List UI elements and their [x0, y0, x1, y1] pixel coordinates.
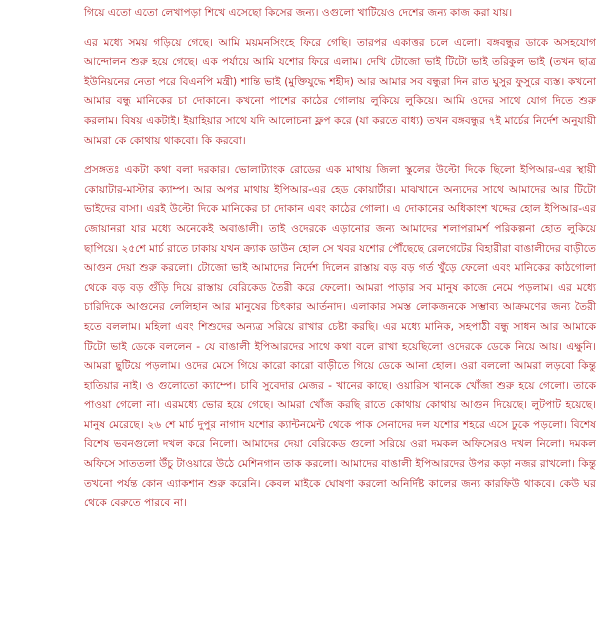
document-body	[84, 4, 596, 514]
paragraph-2: এর মধ্যে সময় গড়িয়ে গেছে। আমি ময়মনসিংহে ফিরে গেছি। তারপর একাত্তর চলে এলো। বঙ্গবন্ধুর ডাকে অসহযোগ আন্দোলন শুরু হয়ে গেছে। এক পর্যায়ে আমি যশোর ফিরে এলাম। দেখি টোজো ভাই টিটো ভাই তরিকুল ভাই (তখন ছাত্র ইউনিয়নের নেতা পরে বিএনপি মন্ত্রী) শান্তি ভাই (মুক্তিযুদ্ধে শহীদ) আর আমার সব বন্ধুরা দিন রাত ঘুসুর ফুসুরে ব্যস্ত। কখনো আমার বন্ধু মানিকের চা দোকানে। কখনো পাশের কাঠের গোলায় লুকিয়ে লুকিয়ে। আমি ওদের সাথে যোগ দিতে শুরু করলাম। বিষয় একটাই। ইয়াহিয়ার সাথে যদি আলোচনা ফ্লপ করে (যা করতে বাধ্য) তখন বঙ্গবন্ধুর ৭ই মার্চের নির্দেশ অনুযায়ী আমরা কে কোথায় থাকবো। কি করবো।	[84, 36, 596, 147]
paragraph-1: গিয়ে এতো এতো লেখাপড়া শিখে এসেছো কিসের জন্য। ওগুলো খাটিয়েও দেশের জন্য কাজ করা যায়।	[84, 7, 513, 19]
paragraph-gap	[84, 24, 596, 34]
paragraph-3: প্রসঙ্গতঃ একটা কথা বলা দরকার। ভোলাট্যাংক রোডের এক মাথায় জিলা স্কুলের উল্টো দিকে ছিলো ইপিআর-এর স্থায়ী কোয়াটার-মাস্টার ক্যাম্প। আর অপর মাথায় ইপিআর-এর হেড কোয়ার্টার। মাঝখানে অন্যদের সাথে আমাদের আর টিটো ভাইদের বাসা। এরই উল্টো দিকে মানিকের চা দোকান এবং কাঠের গোলা। এ দোকানের অধিকাংশ খদ্দের হোল ইপিআর-এর জোয়ানরা যার মধ্যে অনেকেই অবাঙালী। তাই ওদেরকে এড়ানোর জন্য আমাদের শলাপরামর্শ পরিকল্পনা হোত লুকিয়ে ছাপিয়ে। ২৫শে মার্চ রাতে ঢাকায় যখন ক্র্যাক ডাউন হোল সে খবর যশোর পৌঁছেছে রেলগেটের বিহারীরা বাঙালীদের বাড়ীতে আগুন দেয়া শুরু করলো। টোজো ভাই আমাদের নির্দেশ দিলেন রাস্তায় বড় বড় গর্ত খুঁড়ে ফেলো এবং মানিকের কাঠগোলা থেকে বড় বড় গুঁড়ি দিয়ে রাস্তায় বেরিকেড তৈরী করে ফেলো। আমরা পাড়ার সব মানুষ কাজে নেমে পড়লাম। এর মধ্যে চারিদিকে আগুনের লেলিহান আর মানুষের চিৎকার আর্তনাদ। এলাকার সমস্ত লোকজনকে সম্ভাব্য আক্রমণের জন্য তৈরী হতে বললাম। মহিলা এবং শিশুদের অন্যত্র সরিয়ে রাখার চেষ্টা করছি। এর মধ্যে মানিক, সহপাঠী বন্ধু সাধন আর আমাকে টিটো ভাই ডেকে বললেন - যে বাঙালী ইপিআরদের সাথে কথা বলে রাখা হয়েছিলো ওদেরকে ডেকে নিয়ে আয়। এক্ষুনি। আমরা ছুটিয়ে পড়লাম। ওদের মেসে গিয়ে কারো কারো বাড়ীতে গিয়ে ডেকে আনা হোল। ওরা বললো আমরা লড়বো কিন্তু হাতিয়ার নাই। ও গুলোতো ক্যাম্পে। চাবি সুবেদার মেজর - খানের কাছে। ওয়ারিস খানকে খোঁজা শুরু হয়ে গেলো। তাকে পাওয়া গেলো না। এরমধ্যে ভোর হয়ে গেছে। আমরা খোঁজ করছি রাতে কোথায় কোথায় আগুন দিয়েছে। লুটপাট হয়েছে। মানুষ মেরেছে। ২৬ শে মার্চ দুপুর নাগাদ যশোর ক্যান্টনমেন্ট থেকে পাক সেনাদের দল যশোর শহরে এসে ঢুকে পড়লো। বিশেষ বিশেষ ভবনগুলো দখল করে নিলো। আমাদের দেয়া বেরিকেড গুলো সরিয়ে ওরা দমকল অফিসেরও দখল নিলো। দমকল অফিসে সাততলা উঁচু টাওয়ারে উঠে মেশিনগান তাক করলো। আমাদের বাঙালী ইপিআরদের উপর কড়া নজর রাখলো। কিন্তু তখনো পর্যন্ত কোন এ্যাকশান শুরু করেনি। কেবল মাইকে ঘোষণা করলো অনির্দিষ্ট কালের জন্য কারফিউ থাকবে। কেউ ঘর থেকে বেরুতে পারবে না।	[84, 164, 596, 510]
paragraph-gap	[84, 151, 596, 161]
